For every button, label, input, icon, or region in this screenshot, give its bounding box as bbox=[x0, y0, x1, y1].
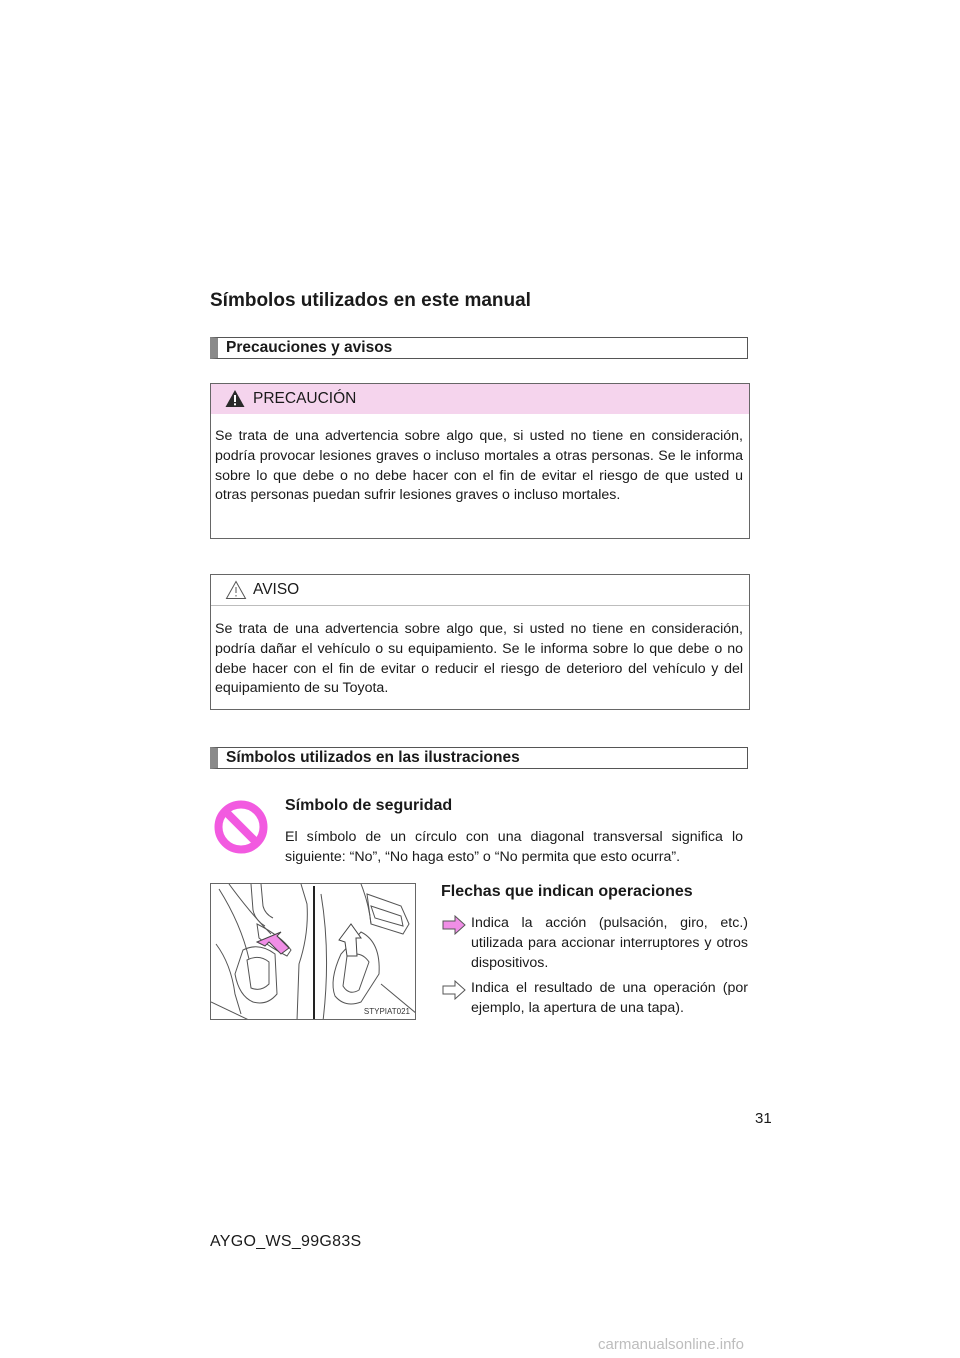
prohibition-icon bbox=[213, 799, 269, 855]
filled-pink-arrow-icon bbox=[442, 915, 466, 935]
section-heading-precautions: Precauciones y avisos bbox=[210, 337, 748, 359]
safety-symbol-text: El símbolo de un círculo con una diagonal transversal significa lo siguiente: “No”, “No haga esto” o “No permita que esto ocurra”. bbox=[285, 829, 743, 865]
notice-header bbox=[211, 575, 749, 606]
warning-triangle-filled-icon bbox=[225, 389, 245, 408]
section-heading-illustration-symbols: Símbolos utilizados en las ilustraciones bbox=[210, 747, 748, 769]
arrow-item-result bbox=[442, 979, 748, 1019]
notice-box bbox=[210, 574, 750, 710]
caution-text: Se trata de una advertencia sobre algo que, si usted no tiene en consideración, podría provocar lesiones graves o incluso mortales a otras personas. Se le informa sobre lo que debe o no debe hacer con el fin de evitar el riesgo de que usted u otras personas puedan sufrir lesiones graves o incluso mortales. bbox=[215, 428, 743, 504]
notice-title: AVISO bbox=[253, 581, 300, 598]
caution-header bbox=[211, 384, 749, 414]
watermark: carmanualsonline.info bbox=[598, 1336, 744, 1353]
caution-box bbox=[210, 383, 750, 539]
warning-triangle-outline-icon bbox=[225, 580, 247, 600]
page-number: 31 bbox=[755, 1110, 772, 1127]
arrows-title: Flechas que indican operaciones bbox=[441, 883, 693, 900]
outline-arrow-icon bbox=[442, 980, 466, 1000]
caution-title: PRECAUCIÓN bbox=[253, 390, 357, 407]
footer-code: AYGO_WS_99G83S bbox=[210, 1233, 362, 1250]
seatbelt-illustration bbox=[210, 883, 416, 1020]
safety-symbol-title: Símbolo de seguridad bbox=[285, 797, 453, 814]
arrow-item-action-text: Indica la acción (pulsación, giro, etc.) utilizada para accionar interruptores y otros dispositivos. bbox=[471, 915, 748, 971]
page-title: Símbolos utilizados en este manual bbox=[210, 290, 531, 311]
arrow-item-result-text: Indica el resultado de una operación (por ejemplo, la apertura de una tapa). bbox=[471, 980, 748, 1016]
arrow-item-action bbox=[442, 914, 748, 973]
seatbelt-buckle-drawing bbox=[211, 884, 416, 1020]
notice-text: Se trata de una advertencia sobre algo que, si usted no tiene en consideración, podría dañar el vehículo o su equipamiento. Se le informa sobre lo que debe o no debe hacer con el fin de evitar o reducir el riesgo de deterioro del vehículo y del equipamiento de su Toyota. bbox=[215, 621, 743, 697]
illustration-code: STYPIAT021 bbox=[363, 1007, 410, 1016]
